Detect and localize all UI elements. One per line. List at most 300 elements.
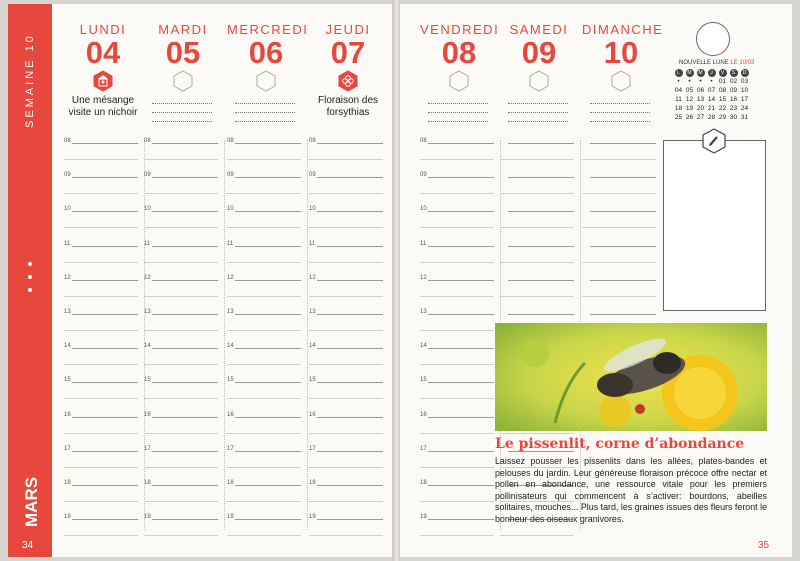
hour-line[interactable] (317, 280, 383, 281)
mini-calendar-date: 20 (696, 105, 705, 112)
half-hour-line[interactable] (500, 193, 574, 194)
hour-line[interactable] (152, 246, 218, 247)
hour-label: 19 (309, 514, 316, 521)
mini-calendar-weekday: S (730, 69, 738, 77)
half-hour-line[interactable] (227, 227, 301, 228)
mini-calendar-date: 04 (674, 87, 683, 94)
half-hour-line[interactable] (227, 296, 301, 297)
hour-line[interactable] (428, 211, 494, 212)
half-hour-line[interactable] (309, 501, 383, 502)
day-header (500, 22, 578, 68)
mini-calendar-date: 12 (685, 96, 694, 103)
hour-label: 15 (420, 377, 427, 384)
hour-line[interactable] (72, 485, 138, 486)
hour-line[interactable] (317, 348, 383, 349)
event-dotted-line[interactable] (590, 121, 650, 122)
half-hour-line[interactable] (227, 262, 301, 263)
hour-line[interactable] (152, 177, 218, 178)
hour-label: 18 (144, 480, 151, 486)
hour-line[interactable] (317, 314, 383, 315)
half-hour-line[interactable] (144, 433, 218, 434)
day-number: 09 (521, 35, 557, 70)
hour-label: 09 (420, 172, 427, 179)
mini-calendar-date: 06 (696, 87, 705, 94)
hour-line[interactable] (508, 143, 574, 144)
hour-line[interactable] (152, 143, 218, 144)
day-name: VENDREDI (420, 22, 500, 37)
mini-calendar-date: 02 (729, 78, 738, 85)
day-name: MERCREDI (227, 22, 309, 37)
hour-label: 17 (227, 445, 234, 452)
half-hour-line[interactable] (420, 159, 494, 160)
hour-line[interactable] (317, 211, 383, 212)
hour-label: 19 (227, 514, 234, 521)
mini-calendar-date: 07 (707, 87, 716, 94)
hour-line[interactable] (428, 451, 494, 452)
hour-label: 13 (144, 309, 151, 315)
half-hour-line[interactable] (227, 501, 301, 502)
moon-label: NOUVELLE LUNE LE 10/03 (679, 60, 755, 66)
hour-line[interactable] (72, 417, 138, 418)
event-dotted-line[interactable] (152, 103, 212, 104)
empty-hexagon-icon (610, 70, 632, 92)
hour-label: 08 (309, 138, 316, 144)
mini-calendar (673, 68, 750, 122)
event-dotted-line[interactable] (152, 121, 212, 122)
half-hour-line[interactable] (582, 193, 656, 194)
hour-line[interactable] (428, 417, 494, 418)
mini-calendar-weekday: V (719, 69, 727, 77)
half-hour-line[interactable] (309, 433, 383, 434)
hour-label: 16 (309, 411, 316, 418)
half-hour-line[interactable] (144, 193, 218, 194)
hour-line[interactable] (152, 451, 218, 452)
mini-calendar-date: • (710, 78, 713, 85)
flower-icon (337, 70, 359, 92)
band-dot (28, 262, 32, 266)
half-hour-line[interactable] (144, 330, 218, 331)
half-hour-line[interactable] (420, 227, 494, 228)
half-hour-line[interactable] (144, 296, 218, 297)
half-hour-line[interactable] (500, 262, 574, 263)
hour-line[interactable] (590, 246, 656, 247)
half-hour-line[interactable] (420, 262, 494, 263)
empty-hexagon-icon (448, 70, 470, 92)
hour-label: 17 (64, 445, 71, 452)
hour-label: 11 (64, 240, 71, 247)
half-hour-line[interactable] (420, 501, 494, 502)
half-hour-line[interactable] (582, 262, 656, 263)
half-hour-line[interactable] (227, 398, 301, 399)
hour-line[interactable] (428, 280, 494, 281)
half-hour-line[interactable] (309, 330, 383, 331)
half-hour-line[interactable] (144, 262, 218, 263)
hour-line[interactable] (590, 143, 656, 144)
empty-hexagon-icon (172, 70, 194, 92)
hour-line[interactable] (235, 417, 301, 418)
half-hour-line[interactable] (64, 159, 138, 160)
half-hour-line[interactable] (227, 433, 301, 434)
hour-label: 18 (64, 480, 71, 486)
mini-calendar-date: 29 (718, 114, 727, 121)
hour-line[interactable] (317, 519, 383, 520)
half-hour-line[interactable] (144, 398, 218, 399)
hour-line[interactable] (152, 348, 218, 349)
half-hour-line[interactable] (64, 193, 138, 194)
hour-label: 14 (420, 343, 427, 350)
mini-calendar-date: 23 (729, 105, 738, 112)
half-hour-line[interactable] (227, 535, 301, 536)
day-event: Floraison des forsythias (317, 95, 379, 118)
event-dotted-line[interactable] (235, 112, 295, 113)
mini-calendar-date: 22 (718, 105, 727, 112)
half-hour-line[interactable] (420, 398, 494, 399)
day-name: LUNDI (79, 22, 127, 37)
hour-line[interactable] (235, 451, 301, 452)
hour-label: 09 (64, 172, 71, 179)
hour-line[interactable] (235, 280, 301, 281)
hour-line[interactable] (152, 485, 218, 486)
half-hour-line[interactable] (309, 467, 383, 468)
half-hour-line[interactable] (309, 364, 383, 365)
article-body: Laissez pousser les pissenlits dans les allées, plates-bandes et pelouses du jardin. Leur généreuse floraison précoce offre nectar et pollen en abondance, une ressource vitale pour les premiers pollinisateurs qui commencent à s’activer: bourdons, abeilles solitaires, mouches... Plus tard, les graines issues des fleurs feront le bonheur des oiseaux granivores. (495, 456, 767, 524)
half-hour-line[interactable] (64, 501, 138, 502)
day-header (582, 22, 664, 70)
half-hour-line[interactable] (420, 193, 494, 194)
hour-line[interactable] (590, 211, 656, 212)
day-header (227, 22, 309, 70)
hour-label: 11 (309, 240, 316, 247)
hour-label: 12 (420, 274, 427, 281)
event-dotted-line[interactable] (428, 121, 488, 122)
hour-label: 16 (144, 411, 151, 418)
moon-phase-circle (696, 22, 730, 56)
week-label: SEMAINE 10 (24, 33, 36, 128)
hour-line[interactable] (317, 143, 383, 144)
hour-line[interactable] (235, 485, 301, 486)
event-dotted-line[interactable] (235, 121, 295, 122)
hour-label: 08 (144, 138, 151, 144)
hour-label: 16 (227, 411, 234, 418)
half-hour-line[interactable] (64, 330, 138, 331)
event-dotted-line[interactable] (428, 103, 488, 104)
hour-label: 18 (309, 480, 316, 486)
page-number-left: 34 (22, 540, 34, 551)
hour-line[interactable] (72, 143, 138, 144)
mini-calendar-date: 03 (740, 78, 749, 85)
half-hour-line[interactable] (227, 364, 301, 365)
hour-line[interactable] (152, 417, 218, 418)
half-hour-line[interactable] (64, 467, 138, 468)
hour-line[interactable] (72, 519, 138, 520)
mini-calendar-date: 13 (696, 96, 705, 103)
hour-line[interactable] (152, 280, 218, 281)
mini-calendar-date: 05 (685, 87, 694, 94)
mini-calendar-weekday: M (687, 69, 692, 76)
hour-label: 14 (309, 343, 316, 350)
hour-line[interactable] (590, 177, 656, 178)
hour-label: 10 (144, 206, 151, 213)
half-hour-line[interactable] (227, 330, 301, 331)
half-hour-line[interactable] (309, 159, 383, 160)
event-dotted-line[interactable] (590, 112, 650, 113)
hour-line[interactable] (152, 519, 218, 520)
empty-hexagon-icon (255, 70, 277, 92)
hour-label: 13 (227, 309, 234, 315)
event-dotted-line[interactable] (428, 112, 488, 113)
hour-label: 10 (309, 206, 316, 213)
hour-line[interactable] (72, 314, 138, 315)
hour-label: 15 (309, 377, 316, 384)
hour-line[interactable] (428, 485, 494, 486)
hour-label: 12 (227, 274, 234, 281)
column-divider (224, 140, 225, 530)
half-hour-line[interactable] (582, 296, 656, 297)
mini-calendar-date: 25 (674, 114, 683, 121)
mini-calendar-date: 21 (707, 105, 716, 112)
hour-line[interactable] (428, 348, 494, 349)
band-dot (28, 288, 32, 292)
hour-line[interactable] (235, 211, 301, 212)
hour-line[interactable] (235, 246, 301, 247)
dandelion-bee-illustration (495, 323, 767, 431)
hour-line[interactable] (590, 280, 656, 281)
hour-label: 14 (64, 343, 71, 350)
hour-line[interactable] (317, 485, 383, 486)
hour-label: 09 (227, 172, 234, 179)
hour-line[interactable] (428, 177, 494, 178)
event-dotted-line[interactable] (152, 112, 212, 113)
hour-label: 13 (420, 309, 427, 315)
half-hour-line[interactable] (309, 296, 383, 297)
event-dotted-line[interactable] (508, 103, 568, 104)
hour-line[interactable] (235, 143, 301, 144)
hour-label: 19 (64, 514, 71, 521)
half-hour-line[interactable] (500, 159, 574, 160)
day-number: 07 (330, 35, 366, 70)
half-hour-line[interactable] (144, 364, 218, 365)
hour-line[interactable] (152, 382, 218, 383)
day-name: SAMEDI (509, 22, 569, 37)
hour-line[interactable] (317, 246, 383, 247)
half-hour-line[interactable] (582, 227, 656, 228)
half-hour-line[interactable] (64, 398, 138, 399)
half-hour-line[interactable] (420, 330, 494, 331)
hour-line[interactable] (72, 211, 138, 212)
hour-label: 11 (420, 240, 427, 247)
mini-calendar-date: 28 (707, 114, 716, 121)
hour-line[interactable] (508, 211, 574, 212)
hour-label: 09 (144, 172, 151, 179)
half-hour-line[interactable] (500, 535, 574, 536)
hour-label: 11 (144, 240, 151, 247)
hour-line[interactable] (235, 177, 301, 178)
hour-line[interactable] (72, 246, 138, 247)
hour-line[interactable] (317, 382, 383, 383)
day-name: DIMANCHE (582, 22, 664, 37)
mini-calendar-date: 10 (740, 87, 749, 94)
mini-calendar-date: 11 (675, 96, 682, 103)
hour-line[interactable] (235, 519, 301, 520)
month-label: MARS (22, 476, 41, 527)
hour-line[interactable] (72, 177, 138, 178)
half-hour-line[interactable] (309, 398, 383, 399)
hour-label: 15 (144, 377, 151, 384)
hour-line[interactable] (428, 519, 494, 520)
hour-line[interactable] (317, 417, 383, 418)
half-hour-line[interactable] (64, 296, 138, 297)
mini-calendar-date: 08 (718, 87, 727, 94)
mini-calendar-date: 09 (729, 87, 738, 94)
mini-calendar-weekday: M (698, 69, 703, 76)
half-hour-line[interactable] (309, 535, 383, 536)
mini-calendar-date: 19 (685, 105, 694, 112)
half-hour-line[interactable] (420, 433, 494, 434)
hour-label: 08 (420, 138, 427, 144)
mini-calendar-date: 27 (696, 114, 705, 121)
hour-line[interactable] (152, 211, 218, 212)
article-title: Le pissenlit, corne d’abondance (495, 436, 745, 452)
hour-line[interactable] (72, 348, 138, 349)
half-hour-line[interactable] (309, 193, 383, 194)
book-spine (392, 0, 400, 561)
mini-calendar-date: 26 (685, 114, 694, 121)
half-hour-line[interactable] (144, 467, 218, 468)
hour-label: 13 (64, 309, 71, 315)
half-hour-line[interactable] (500, 433, 574, 434)
hour-label: 08 (227, 138, 234, 144)
hour-label: 18 (420, 480, 427, 486)
half-hour-line[interactable] (144, 159, 218, 160)
mini-calendar-date: • (677, 78, 680, 85)
half-hour-line[interactable] (582, 159, 656, 160)
hour-line[interactable] (317, 451, 383, 452)
hour-label: 15 (64, 377, 71, 384)
half-hour-line[interactable] (64, 433, 138, 434)
hour-label: 19 (144, 514, 151, 521)
hour-line[interactable] (428, 314, 494, 315)
mini-calendar-date: 16 (729, 96, 738, 103)
column-divider (307, 140, 308, 530)
mini-calendar-date: 01 (718, 78, 727, 85)
hour-line[interactable] (152, 314, 218, 315)
day-header (309, 22, 387, 68)
day-header (144, 22, 222, 68)
half-hour-line[interactable] (500, 296, 574, 297)
mini-calendar-date: 18 (674, 105, 683, 112)
mini-calendar-weekday: J (708, 69, 716, 77)
half-hour-line[interactable] (227, 467, 301, 468)
half-hour-line[interactable] (420, 296, 494, 297)
hour-label: 12 (64, 274, 71, 281)
day-number: 08 (441, 35, 477, 70)
half-hour-line[interactable] (144, 535, 218, 536)
day-number: 05 (165, 35, 201, 70)
hour-label: 17 (144, 445, 151, 452)
mini-calendar-date: 17 (740, 96, 749, 103)
half-hour-line[interactable] (64, 227, 138, 228)
hour-line[interactable] (428, 143, 494, 144)
hour-line[interactable] (235, 348, 301, 349)
half-hour-line[interactable] (309, 227, 383, 228)
hour-line[interactable] (72, 382, 138, 383)
mini-calendar-date: • (688, 78, 691, 85)
half-hour-line[interactable] (144, 501, 218, 502)
day-number: 10 (603, 35, 639, 70)
hour-line[interactable] (428, 246, 494, 247)
half-hour-line[interactable] (64, 364, 138, 365)
half-hour-line[interactable] (420, 467, 494, 468)
hour-line[interactable] (508, 177, 574, 178)
hour-label: 10 (227, 206, 234, 213)
event-dotted-line[interactable] (508, 121, 568, 122)
half-hour-line[interactable] (420, 364, 494, 365)
hour-label: 15 (227, 377, 234, 384)
hour-label: 16 (64, 411, 71, 418)
mini-calendar-date: 15 (718, 96, 727, 103)
day-name: MARDI (158, 22, 208, 37)
hour-label: 10 (64, 206, 71, 213)
hour-line[interactable] (508, 314, 574, 315)
hour-label: 18 (227, 480, 234, 486)
pencil-icon (702, 128, 726, 154)
hour-label: 09 (309, 172, 316, 179)
event-dotted-line[interactable] (508, 112, 568, 113)
day-name: JEUDI (325, 22, 371, 37)
page-number-right: 35 (758, 540, 770, 551)
half-hour-line[interactable] (227, 159, 301, 160)
hour-line[interactable] (235, 314, 301, 315)
hour-line[interactable] (72, 451, 138, 452)
half-hour-line[interactable] (420, 535, 494, 536)
half-hour-line[interactable] (227, 193, 301, 194)
half-hour-line[interactable] (500, 227, 574, 228)
empty-hexagon-icon (528, 70, 550, 92)
half-hour-line[interactable] (64, 535, 138, 536)
hour-label: 12 (309, 274, 316, 281)
mini-calendar-weekday: L (675, 69, 683, 77)
hour-label: 19 (420, 514, 427, 521)
notes-box[interactable] (663, 140, 766, 311)
hour-line[interactable] (72, 280, 138, 281)
hour-line[interactable] (508, 246, 574, 247)
day-header (420, 22, 498, 68)
event-dotted-line[interactable] (590, 103, 650, 104)
band-dot (28, 275, 32, 279)
half-hour-line[interactable] (64, 262, 138, 263)
hour-label: 17 (309, 445, 316, 452)
day-number: 04 (85, 35, 121, 70)
mini-calendar-date: 24 (740, 105, 749, 112)
hour-line[interactable] (235, 382, 301, 383)
mini-calendar-date: 31 (740, 114, 749, 121)
birdhouse-icon (92, 70, 114, 92)
event-dotted-line[interactable] (235, 103, 295, 104)
hour-label: 08 (64, 138, 71, 144)
column-divider (144, 140, 145, 530)
hour-label: 11 (227, 240, 234, 247)
day-header (64, 22, 142, 68)
half-hour-line[interactable] (309, 262, 383, 263)
hour-line[interactable] (590, 314, 656, 315)
half-hour-line[interactable] (144, 227, 218, 228)
hour-line[interactable] (317, 177, 383, 178)
mini-calendar-date: • (699, 78, 702, 85)
hour-label: 14 (227, 343, 234, 350)
hour-line[interactable] (508, 280, 574, 281)
mini-calendar-date: 30 (729, 114, 738, 121)
hour-line[interactable] (428, 382, 494, 383)
